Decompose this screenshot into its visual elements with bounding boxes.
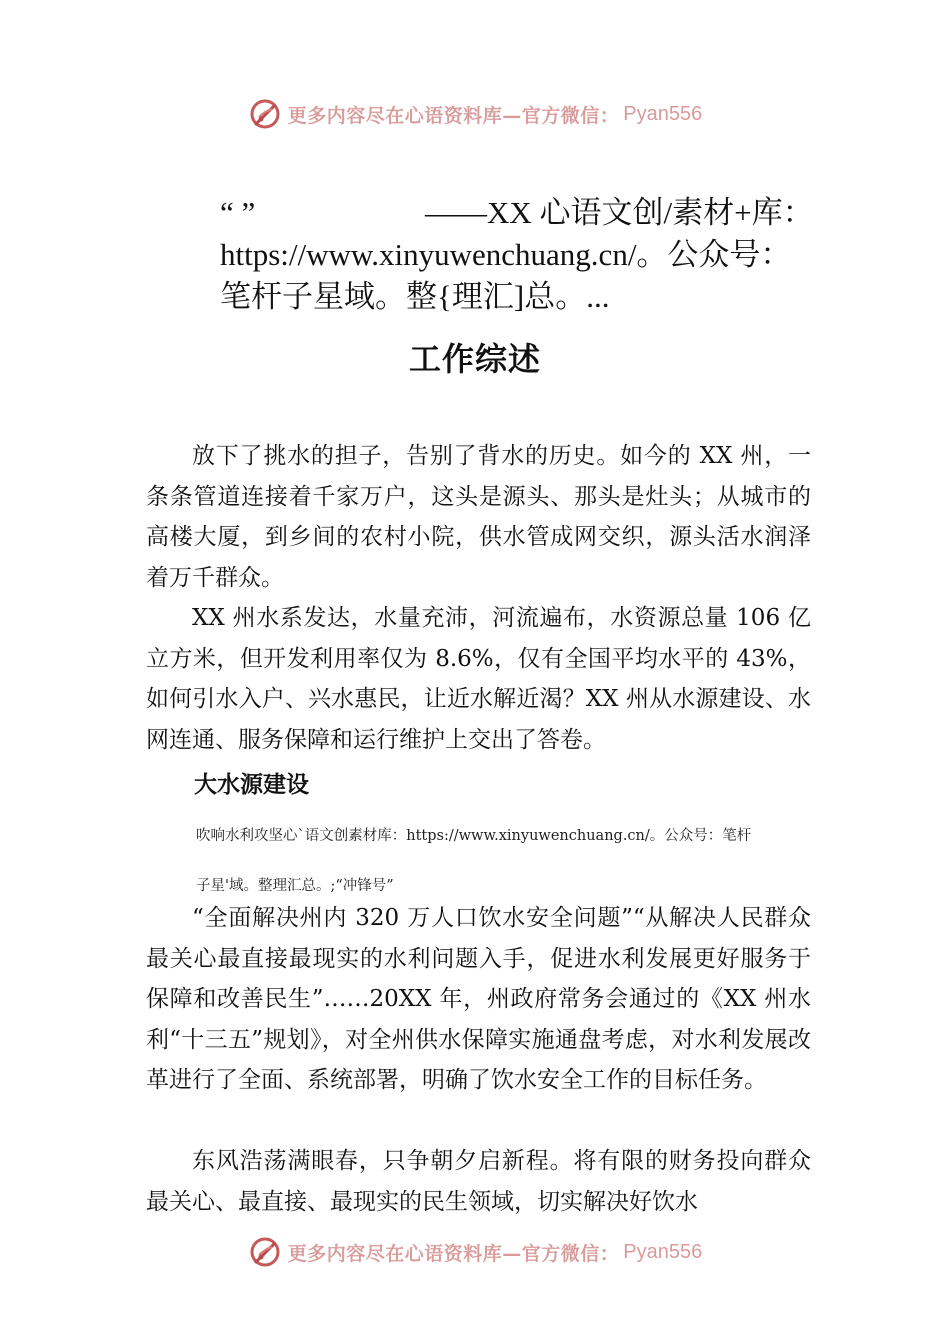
document-title: 工作综述 — [408, 340, 541, 378]
banner-wechat-id: Pyan556 — [623, 1240, 703, 1263]
top-watermark-banner — [0, 96, 950, 132]
banner-wechat-id: Pyan556 — [623, 102, 703, 125]
header-line-1 — [220, 192, 920, 234]
note-line-1: 吹响水利攻坚心`语文创素材库：https://www.xinyuwenchuang.cn/。公众号：笔杆 — [196, 828, 752, 844]
header-line-2: https://www.xinyuwenchuang.cn/。公众号： — [220, 237, 792, 272]
section-heading: 大水源建设 — [194, 772, 309, 798]
note-line-2: 子星'域。整理汇总。;“冲锋号” — [196, 878, 394, 894]
banner-text: 更多内容尽在心语资料库—官方微信： — [287, 104, 620, 127]
header-line-1-text: ——XX 心语文创/素材+库： — [425, 195, 814, 230]
bottom-watermark-banner — [0, 1234, 950, 1270]
header-quotes: “ ” — [220, 195, 256, 230]
brush-circle-logo-icon — [248, 1235, 282, 1269]
paragraph-3: “全面解决州内 320 万人口饮水安全问题”“从解决人民群众最关心最直接最现实的水利问题入手，促进水利发展更好服务于保障和改善民生”……20XX 年，州政府常务会通过的《XX 州水利“十三五”规划》，对全州供水保障实施通盘考虑，对水利发展改革进行了全面、系统部署，明确了饮水安全工作的目标任务。 — [146, 905, 811, 1093]
header-line-3: 笔杆子星域。整{理汇]总。... — [220, 279, 610, 314]
banner-text: 更多内容尽在心语资料库—官方微信： — [287, 1242, 620, 1265]
paragraph-1: 放下了挑水的担子，告别了背水的历史。如今的 XX 州，一条条管道连接着千家万户，这头是源头、那头是灶头；从城市的高楼大厦，到乡间的农村小院，供水管成网交织，源头活水润泽着万千群众。 — [146, 443, 811, 591]
paragraph-4: 东风浩荡满眼春，只争朝夕启新程。将有限的财务投向群众最关心、最直接、最现实的民生领域，切实解决好饮水 — [146, 1148, 811, 1215]
paragraph-2: XX 州水系发达，水量充沛，河流遍布，水资源总量 106 亿立方米，但开发利用率仅为 8.6%，仅有全国平均水平的 43%，如何引水入户、兴水惠民，让近水解近渴？XX 州从水源建设、水网连通、服务保障和运行维护上交出了答卷。 — [146, 605, 811, 753]
brush-circle-logo-icon — [248, 97, 282, 131]
header-block — [220, 192, 920, 318]
